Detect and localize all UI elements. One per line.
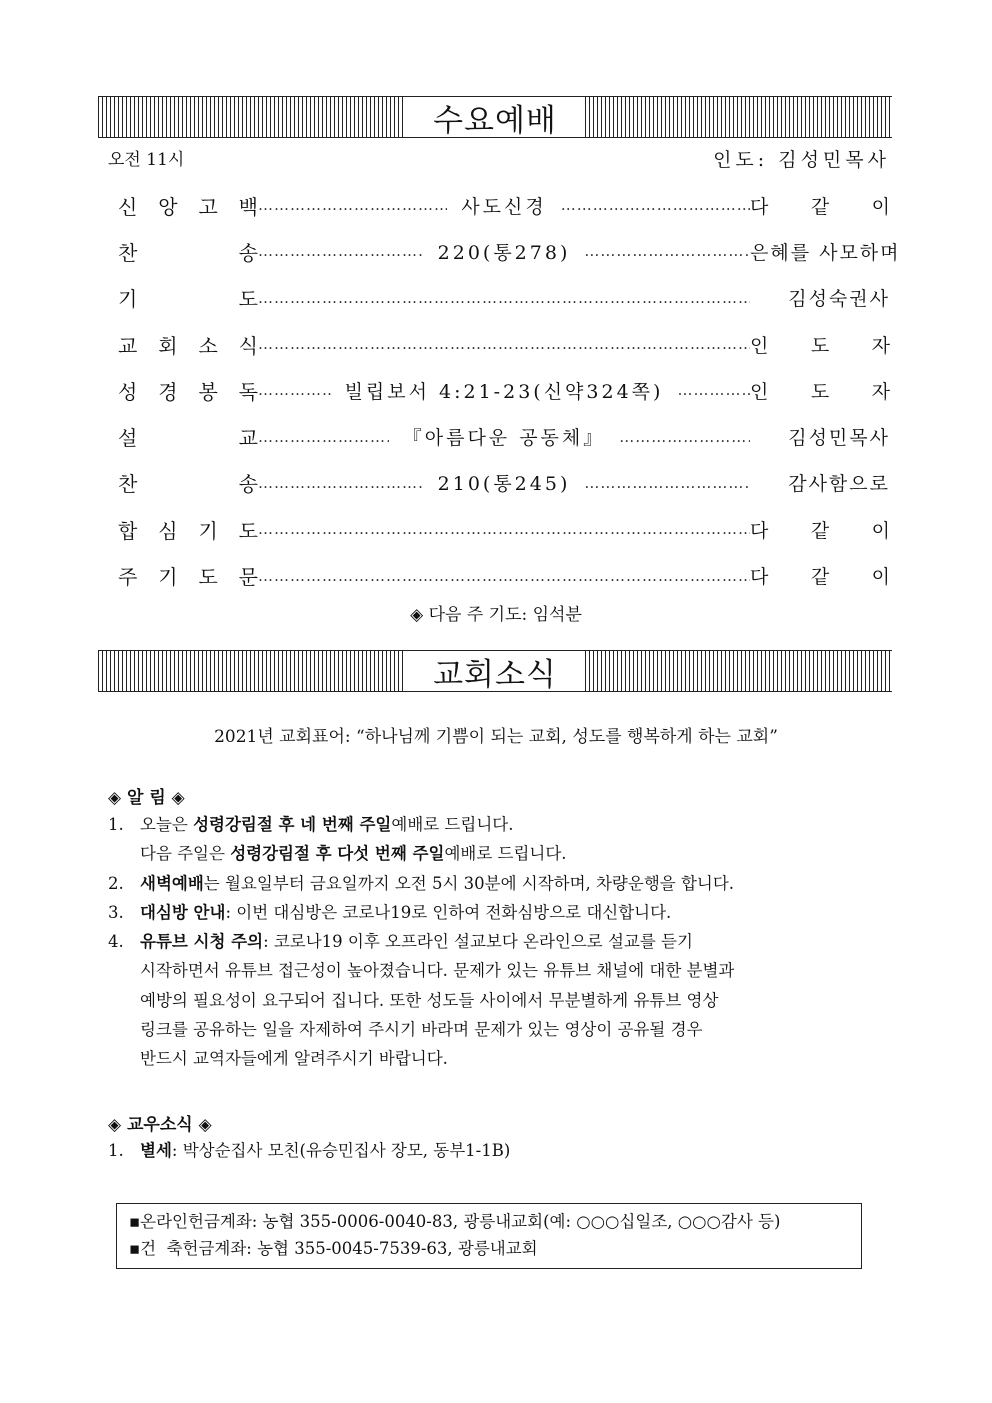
dot-leader xyxy=(677,381,750,399)
order-label-char: 송 xyxy=(238,472,258,497)
order-label-char: 기 xyxy=(118,287,138,312)
list-item xyxy=(108,1136,888,1165)
order-label-char: 도 xyxy=(238,287,258,312)
dot-leader xyxy=(258,567,750,585)
order-middle xyxy=(258,520,750,538)
order-label-char: 경 xyxy=(158,379,178,404)
order-label-char: 주 xyxy=(118,565,138,590)
order-leader-char: 도 xyxy=(810,380,830,403)
order-content: 『아름다운 공동체』 xyxy=(402,427,606,450)
order-label-char: 심 xyxy=(158,518,178,543)
order-label-char: 교 xyxy=(238,426,258,451)
order-label-char: 찬 xyxy=(118,472,138,497)
item-text: 링크를 공유하는 일을 자제하여 주시기 바라며 문제가 있는 영상이 공유될 경우 xyxy=(140,1020,703,1040)
order-label xyxy=(118,283,258,312)
member-list xyxy=(108,1136,888,1165)
order-leader-char: 다 xyxy=(750,195,769,218)
order-label-char: 송 xyxy=(238,240,258,265)
order-row xyxy=(118,506,890,552)
order-leader-char: 인 xyxy=(750,334,769,357)
dot-leader xyxy=(561,196,750,214)
dot-leader xyxy=(258,474,424,492)
order-row xyxy=(118,413,890,459)
order-middle xyxy=(258,335,750,353)
order-label-char: 성 xyxy=(118,379,138,404)
dot-leader xyxy=(584,474,750,492)
order-leader-char: 다 xyxy=(750,519,769,542)
notice-heading xyxy=(108,783,185,808)
account-line: ▪건 축헌금계좌: 농협 355-0045-7539-63, 광릉내교회 xyxy=(129,1239,538,1258)
item-number xyxy=(108,1044,140,1073)
order-leader-char: 이 xyxy=(871,519,890,542)
notice-list xyxy=(108,810,888,1074)
order-label xyxy=(118,422,258,451)
order-middle xyxy=(258,377,750,404)
order-leader-char: 이 xyxy=(871,195,890,218)
order-leader xyxy=(750,562,890,589)
order-label-char: 회 xyxy=(158,333,178,358)
order-label xyxy=(118,468,258,497)
order-label-char: 기 xyxy=(198,518,218,543)
order-middle xyxy=(258,192,750,219)
order-row xyxy=(118,552,890,598)
item-number xyxy=(108,839,140,868)
offering-accounts-box xyxy=(116,1203,862,1269)
order-label-char: 합 xyxy=(118,518,138,543)
item-text: 예방의 필요성이 요구되어 집니다. 또한 성도들 사이에서 무분별하게 유튜브 영상 xyxy=(140,990,719,1010)
order-leader xyxy=(750,192,890,219)
order-middle xyxy=(258,567,750,585)
item-number: 1. xyxy=(108,815,124,834)
list-item xyxy=(108,839,888,868)
banner-hatch-right xyxy=(585,651,892,691)
list-item xyxy=(108,1015,888,1044)
order-row xyxy=(118,321,890,367)
order-label-char: 독 xyxy=(238,379,258,404)
dot-leader xyxy=(258,289,750,307)
order-leader: 김성민목사 xyxy=(788,427,890,450)
order-middle xyxy=(258,289,750,307)
order-label-char: 문 xyxy=(238,565,258,590)
dot-leader xyxy=(258,520,750,538)
worship-leader: 인도: 김성민목사 xyxy=(713,149,890,171)
order-row xyxy=(118,460,890,506)
order-leader: 감사함으로 xyxy=(788,473,890,496)
order-leader-char: 도 xyxy=(810,334,830,357)
order-leader xyxy=(750,331,890,358)
list-item xyxy=(108,986,888,1015)
item-number xyxy=(108,986,140,1015)
order-label xyxy=(118,191,258,220)
list-item xyxy=(108,898,888,927)
order-label-char: 교 xyxy=(118,333,138,358)
item-number xyxy=(108,1015,140,1044)
order-label-char: 신 xyxy=(118,194,138,219)
order-middle xyxy=(258,469,750,496)
order-label xyxy=(118,376,258,405)
order-content: 210(통245) xyxy=(437,473,571,496)
order-leader-char: 자 xyxy=(871,334,890,357)
item-number: 3. xyxy=(108,902,124,922)
dot-leader xyxy=(258,196,447,214)
dot-leader xyxy=(258,335,750,353)
order-label xyxy=(118,515,258,544)
member-heading xyxy=(108,1110,212,1135)
dot-leader xyxy=(584,242,750,260)
order-label-char: 봉 xyxy=(198,379,218,404)
order-row xyxy=(118,275,890,321)
member-heading-text: ◈ 교우소식 ◈ xyxy=(108,1115,212,1135)
item-text: 별세: 박상순집사 모친(유승민집사 장모, 동부1-1B) xyxy=(140,1141,511,1160)
item-text: 대심방 안내: 이번 대심방은 코로나19로 인하여 전화심방으로 대신합니다. xyxy=(140,902,672,922)
order-label-char: 소 xyxy=(198,333,218,358)
order-label-char: 찬 xyxy=(118,240,138,265)
order-content: 사도신경 xyxy=(461,195,547,218)
item-text: 다음 주일은 성령강림절 후 다섯 번째 주일예배로 드립니다. xyxy=(140,844,567,864)
news-banner xyxy=(98,650,892,692)
order-leader-char: 이 xyxy=(871,566,890,589)
list-item xyxy=(108,956,888,985)
next-prayer-note: ◈ 다음 주 기도: 임석분 xyxy=(410,605,582,625)
item-number xyxy=(108,956,140,985)
order-label-char: 설 xyxy=(118,426,138,451)
order-label-char: 도 xyxy=(198,565,218,590)
order-row xyxy=(118,367,890,413)
item-text: 반드시 교역자들에게 알려주시기 바랍니다. xyxy=(140,1049,448,1069)
order-label-char: 앙 xyxy=(158,194,178,219)
order-leader-char: 같 xyxy=(810,195,830,218)
account-line: ▪온라인헌금계좌: 농협 355-0006-0040-83, 광릉내교회(예: ○○○십일조, ○○○감사 등) xyxy=(129,1212,781,1231)
worship-time: 오전 11시 xyxy=(108,150,185,170)
order-label-char: 백 xyxy=(238,194,258,219)
order-leader: 은혜를 사모하며 xyxy=(750,241,901,264)
item-text: 시작하면서 유튜브 접근성이 높아졌습니다. 문제가 있는 유튜브 채널에 대한 분별과 xyxy=(140,961,735,981)
order-label xyxy=(118,237,258,266)
list-item xyxy=(108,1044,888,1073)
item-number: 4. xyxy=(108,932,124,952)
banner-hatch-left xyxy=(98,97,405,137)
dot-leader xyxy=(619,428,750,446)
order-leader xyxy=(750,516,890,543)
worship-banner xyxy=(98,96,892,138)
item-text: 유튜브 시청 주의: 코로나19 이후 오프라인 설교보다 온라인으로 설교를 듣기 xyxy=(140,932,693,952)
order-label-char: 식 xyxy=(238,333,258,358)
order-label-char: 도 xyxy=(238,518,258,543)
list-item xyxy=(108,810,888,839)
item-number: 1. xyxy=(108,1141,124,1160)
dot-leader xyxy=(258,428,389,446)
order-leader-char: 같 xyxy=(810,519,830,542)
banner-hatch-left xyxy=(98,651,405,691)
order-label-char: 고 xyxy=(198,194,218,219)
worship-title: 수요예배 xyxy=(433,102,557,139)
order-leader-char: 자 xyxy=(871,380,890,403)
order-leader-char: 다 xyxy=(750,566,769,589)
order-content: 220(통278) xyxy=(437,241,571,264)
order-label xyxy=(118,561,258,590)
order-leader-char: 인 xyxy=(750,380,769,403)
worship-order xyxy=(118,182,901,599)
order-leader-char: 같 xyxy=(810,566,830,589)
notice-heading-text: ◈ 알 림 ◈ xyxy=(108,788,185,808)
list-item xyxy=(108,927,888,956)
order-leader xyxy=(750,377,890,404)
order-middle xyxy=(258,423,750,450)
list-item xyxy=(108,869,888,898)
order-row xyxy=(118,182,890,228)
item-text: 새벽예배는 월요일부터 금요일까지 오전 5시 30분에 시작하며, 차량운행을 합니다. xyxy=(140,873,734,893)
order-row xyxy=(118,228,901,274)
order-middle xyxy=(258,238,750,265)
banner-hatch-right xyxy=(585,97,892,137)
dot-leader xyxy=(258,381,331,399)
order-label xyxy=(118,330,258,359)
dot-leader xyxy=(258,242,424,260)
order-content: 빌립보서 4:21-23(신약324쪽) xyxy=(344,380,664,403)
item-number: 2. xyxy=(108,873,124,893)
order-label-char: 기 xyxy=(158,565,178,590)
news-title: 교회소식 xyxy=(433,656,557,693)
church-motto: 2021년 교회표어: “하나님께 기쁨이 되는 교회, 성도를 행복하게 하는 교회” xyxy=(214,727,778,747)
worship-meta xyxy=(108,145,890,170)
item-text: 오늘은 성령강림절 후 네 번째 주일예배로 드립니다. xyxy=(140,815,514,834)
order-leader: 김성숙권사 xyxy=(788,288,890,311)
